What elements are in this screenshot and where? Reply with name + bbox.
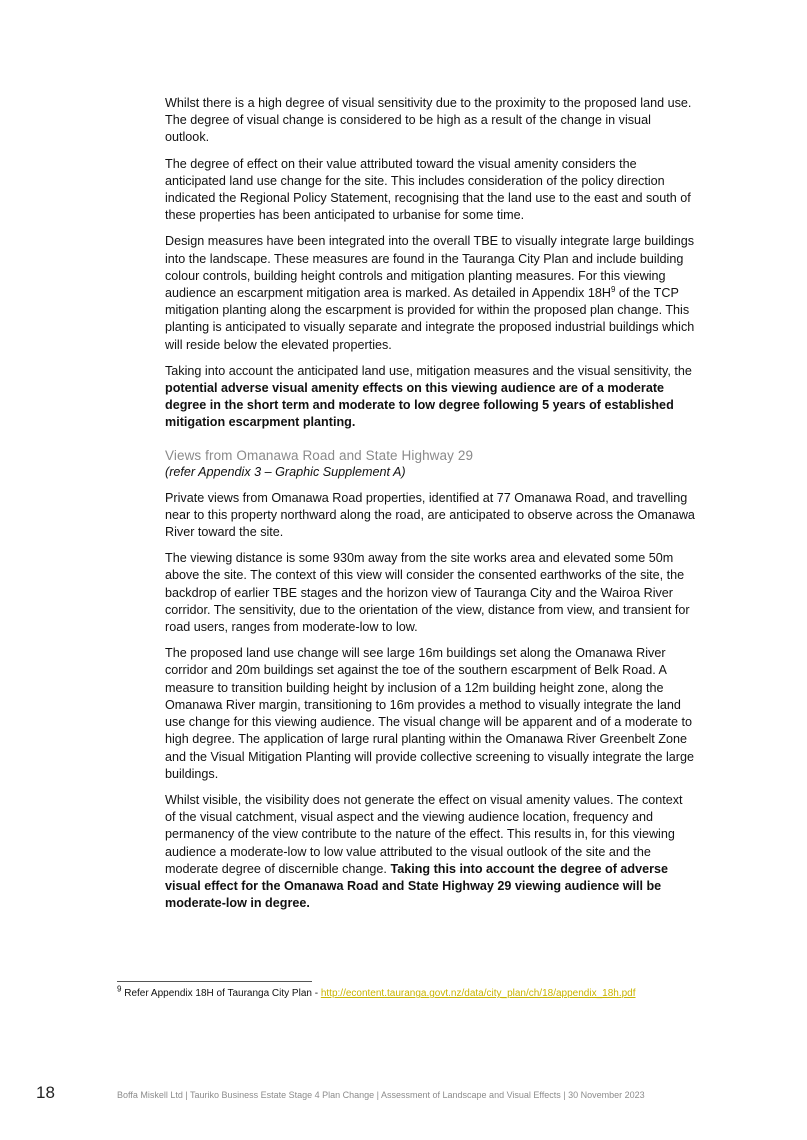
design-measures-text-a: Design measures have been integrated into the overall TBE to visually integrate large buildings into the landscape. These measures are found in the Tauranga City Plan and include building colour controls, building height controls and mitigation planting measures. For this viewing audience an escarpment mitigation area is marked. As detailed in Appendix 18H	[165, 234, 695, 301]
paragraph-viewing-distance: The viewing distance is some 930m away from the site works area and elevated some 50m above the site. The context of this view will consider the consented earthworks of the site, the backdrop of earlier TBE stages and the horizon view of Tauranga City and the Wairoa River corridor. The sensitivity, due to the orientation of the view, distance from view, and transient for road users, ranges from moderate-low to low.	[165, 551, 690, 635]
page-number: 18	[36, 1083, 55, 1102]
footnote-divider	[117, 981, 312, 982]
whilst-visible-text: Whilst visible, the visibility does not generate the effect on visual amenity values. The context of the visual catchment, visual aspect and the viewing audience location, frequency and permanency of the view contribute to the nature of the effect. This results in, for this viewing audience a moderate-low to low value attributed to the visual outlook of the site and the moderate degree of discernible change.	[165, 792, 683, 876]
footnote-link[interactable]: http://econtent.tauranga.govt.nz/data/city_plan/ch/18/appendix_18h.pdf	[320, 988, 636, 999]
paragraph-visual-sensitivity: Whilst there is a high degree of visual sensitivity due to the proximity to the proposed land use. The degree of visual change is considered to be high as a result of the change in visual outlook.	[165, 96, 692, 145]
section-heading: Views from Omanawa Road and State Highway 29	[165, 447, 474, 463]
document-body	[165, 95, 695, 921]
section-reference: (refer Appendix 3 – Graphic Supplement A)	[165, 464, 406, 479]
paragraph-whilst-visible	[165, 792, 695, 912]
page-footer: Boffa Miskell Ltd | Tauriko Business Estate Stage 4 Plan Change | Assessment of Landscape and Visual Effects | 30 November 2023	[117, 1090, 645, 1100]
whilst-visible-conclusion: Taking this into account the degree of adverse visual effect for the Omanawa Road and State Highway 29 viewing audience will be moderate-low in degree.	[165, 861, 669, 911]
footnote-number: 9	[117, 984, 122, 994]
paragraph-private-views: Private views from Omanawa Road properties, identified at 77 Omanawa Road, and travelling near to this property northward along the road, are anticipated to observe across the Omanawa River toward the site.	[165, 490, 695, 540]
taking-into-account-text: Taking into account the anticipated land use, mitigation measures and the visual sensitivity, the	[165, 363, 692, 378]
paragraph-proposed-land-use: The proposed land use change will see large 16m buildings set along the Omanawa River corridor and 20m buildings set against the toe of the southern escarpment of Belk Road. A measure to transition building height by inclusion of a 12m building height zone, along the Omanawa River margin, transitioning to 16m provides a method to visually integrate the land use change for this viewing audience. The visual change will be apparent and of a moderate to high degree. The application of large rural planting within the Omanawa River Greenbelt Zone and the Visual Mitigation Planting will provide collective screening to visually integrate the large buildings.	[165, 646, 694, 781]
taking-into-account-conclusion: potential adverse visual amenity effects on this viewing audience are of a moderate degree in the short term and moderate to low degree following 5 years of established mitigation escarpment planting.	[165, 381, 674, 430]
paragraph-taking-into-account	[165, 363, 695, 432]
footnote	[117, 984, 636, 1000]
footnote-ref-9: 9	[610, 284, 616, 294]
paragraph-design-measures	[165, 233, 695, 353]
design-measures-text-b: of the TCP mitigation planting along the escarpment is provided for within the proposed plan change. This planting is anticipated to visually separate and integrate the proposed industrial buildings which will reside below the elevated properties.	[165, 286, 695, 352]
paragraph-degree-of-effect: The degree of effect on their value attributed toward the visual amenity considers the anticipated land use change for the site. This includes consideration of the policy direction indicated the Regional Policy Statement, recognising that the land use to the east and south of these properties has been anticipated to urbanise for some time.	[165, 156, 691, 223]
footnote-text: Refer Appendix 18H of Tauranga City Plan -	[121, 988, 321, 999]
